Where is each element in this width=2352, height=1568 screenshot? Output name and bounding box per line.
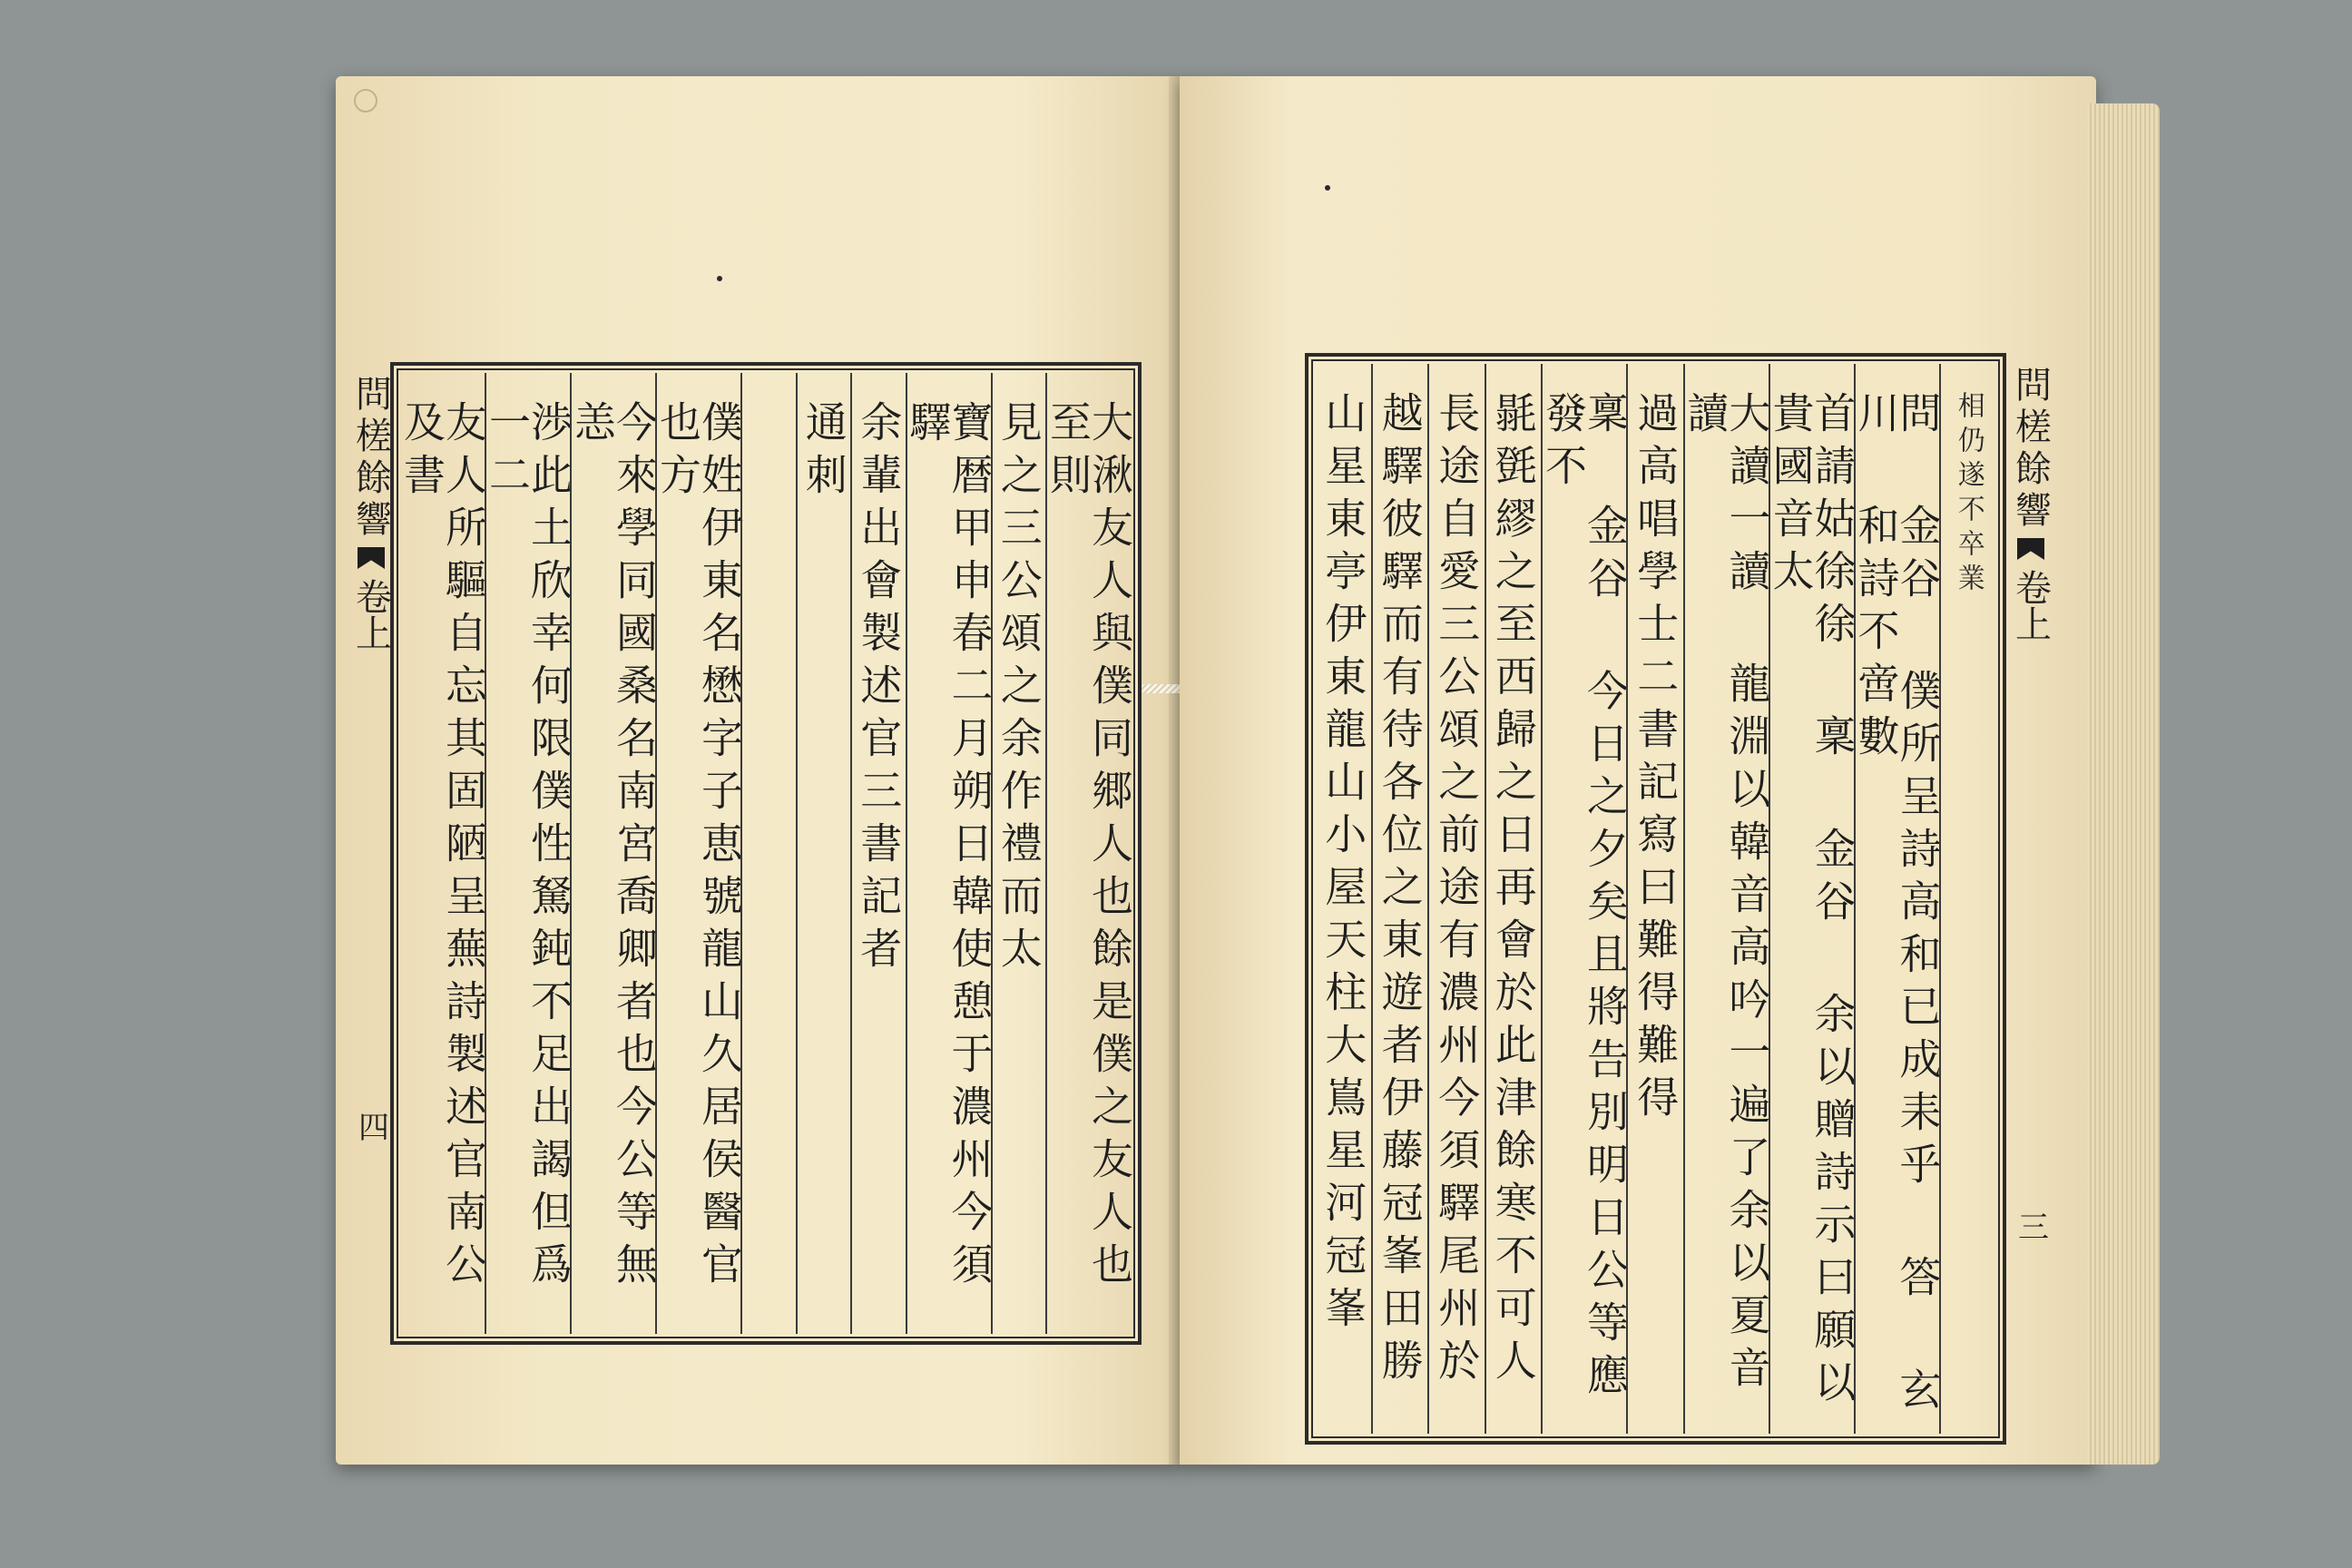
text-column: 毾㲪繆之至西歸之日再會於此津餘寒不可人 (1485, 364, 1542, 1434)
text-column (740, 373, 796, 1334)
right-margin-strip (2008, 357, 2053, 1441)
text-column: 長途自愛三公頌之前途有濃州今須驛尾州於 (1427, 364, 1485, 1434)
text-column: 渉此土欣幸何限僕性駑鈍不足出謁但爲一二 (485, 373, 570, 1334)
left-margin-strip (348, 366, 394, 1341)
right-columns (1316, 364, 1995, 1434)
text-column: 相仍遂不卒業 (1939, 364, 1996, 1434)
text-column: 過高唱學士二書記寫曰難得難得 (1626, 364, 1683, 1434)
page-edges (2087, 103, 2160, 1465)
text-column: 大湫友人與僕同郷人也餘是僕之友人也至則 (1045, 373, 1131, 1334)
text-column: 僕姓伊東名懋字子恵號龍山久居侯醫官也方 (655, 373, 740, 1334)
text-column: 通刺 (796, 373, 851, 1334)
left-folio: 四 (352, 1111, 389, 1142)
text-column: 越驛彼驛而有待各位之東遊者伊藤冠峯田勝 (1371, 364, 1428, 1434)
text-column: 問 金谷 僕所呈詩高和已成耒乎 答 玄川 和詩不啻數 (1854, 364, 1939, 1434)
text-column: 山星東亭伊東龍山小屋天柱大嶌星河冠峯 (1318, 391, 1368, 1338)
right-page (1180, 76, 2096, 1465)
open-book (336, 76, 2052, 1474)
library-seal (354, 89, 377, 113)
left-margin-chapter: 卷上 (349, 578, 392, 651)
right-margin-chapter: 卷上 (2009, 569, 2052, 642)
left-text-frame (349, 362, 1142, 1345)
text-column: 首請姑徐徐 稟 金谷 余以贈詩示曰願以貴國音太 (1769, 364, 1854, 1434)
ink-dot (717, 276, 722, 281)
text-column: 今來學同國桑名南宮喬卿者也今公等無恙 (570, 373, 655, 1334)
left-margin-title: 問槎餘響 (349, 375, 392, 542)
text-column: 余輩出會製述官三書記者 (850, 373, 906, 1334)
right-margin-title: 問槎餘響 (2009, 366, 2052, 533)
right-text-frame (1305, 353, 2052, 1445)
ink-dot (1325, 185, 1330, 191)
fish-tail-mark (2017, 538, 2044, 560)
left-page (336, 76, 1180, 1465)
text-column: 友人所驅自忘其固陋呈蕪詩製述官南公及書 (397, 400, 488, 1295)
fish-tail-mark (358, 547, 385, 569)
text-column: 大讀一讀 龍淵以韓音高吟一遍了余以夏音讀 (1683, 364, 1769, 1434)
right-folio: 三 (2012, 1210, 2049, 1241)
text-column: 見之三公頌之余作禮而太 (991, 373, 1046, 1334)
left-columns (397, 373, 1134, 1334)
text-column: 寶暦甲申春二月朔日韓使憩于濃州今須驛 (906, 373, 991, 1334)
text-column: 稟 金谷 今日之夕矣且將告別明日公等應發不 (1541, 364, 1626, 1434)
